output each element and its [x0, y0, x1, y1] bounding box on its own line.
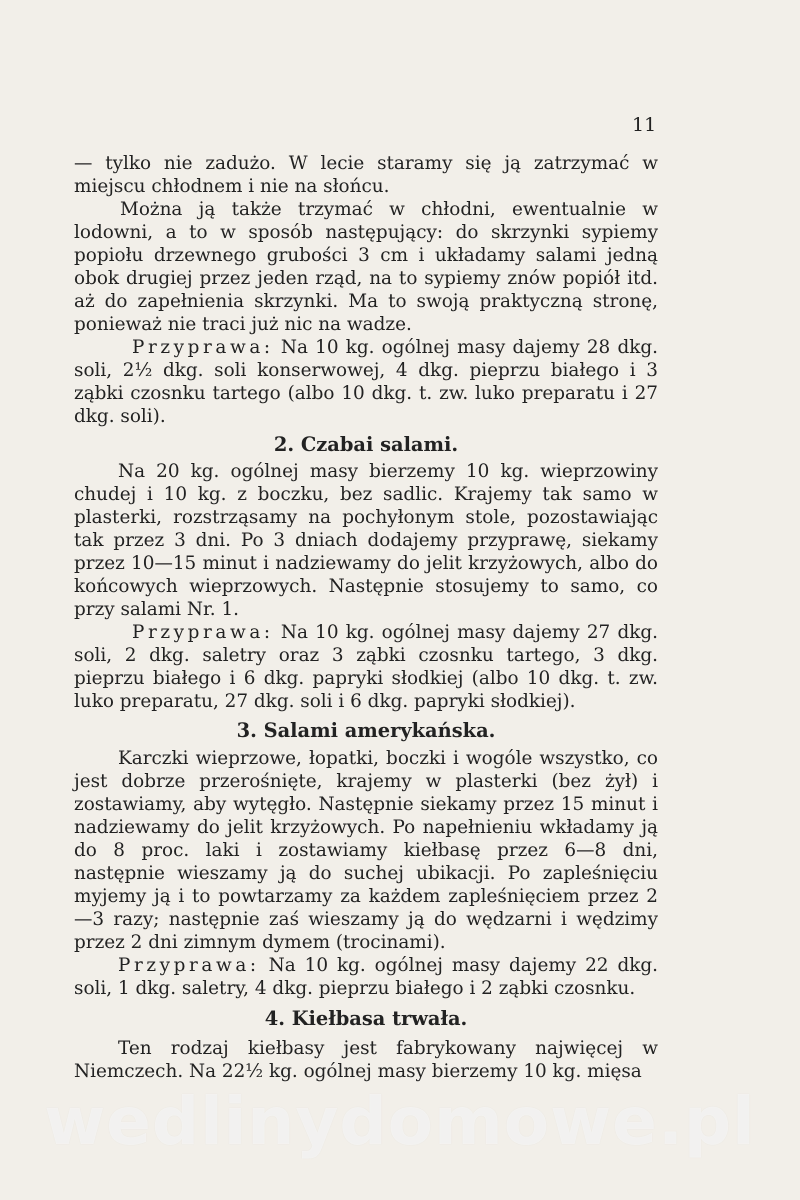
- paragraph-storage: Można ją także trzymać w chłodni, ewentualnie w lodowni, a to w sposób następujący: do skrzynki sypiemy popiołu drzewnego grubości 3 cm i układamy salami jedną obok drugiej przez jeden rząd, na to sypiemy znów popiół itd. aż do zapełnienia skrzynki. Ma to swoją praktyczną stronę, ponieważ nie traci już nic na wadze.: [74, 199, 658, 335]
- page-body: [74, 152, 658, 1083]
- heading-salami-amerykanska: 3. Salami amerykańska.: [236, 719, 496, 742]
- page-number: 11: [632, 114, 657, 136]
- heading-czabai-salami: 2. Czabai salami.: [273, 433, 459, 456]
- seasoning-text: Na 10 kg. ogólnej masy dajemy 27 dkg. soli, 2 dkg. saletry oraz 3 ząbki czosnku tartego, 3 dkg. pieprzu białego i 6 dkg. papryki słodkiej (albo 10 dkg. t. zw. luko preparatu, 27 dkg. soli i 6 dkg. papryki słodkiej).: [74, 622, 658, 712]
- paragraph-seasoning-2: [74, 621, 658, 713]
- seasoning-text: Na 10 kg. ogólnej masy dajemy 28 dkg. soli, 2½ dkg. soli konserwowej, 4 dkg. pieprzu białego i 3 ząbki czosnku tartego (albo 10 dkg. t. zw. luko preparatu i 27 dkg. soli).: [74, 337, 658, 427]
- paragraph-american-recipe: Karczki wieprzowe, łopatki, boczki i wogóle wszystko, co jest dobrze przerośnięte, krajemy w plasterki (bez żył) i zostawiamy, aby wytęgło. Następnie siekamy przez 15 minut i nadziewamy do jelit krzyżowych. Po napełnieniu wkładamy ją do 8 proc. laki i zostawiamy kiełbasę przez 6—8 dni, następnie wieszamy ją do suchej ubikacji. Po zapleśnięciu myjemy ją i to powtarzamy za każdem zapleśnięciem przez 2—3 razy; następnie zaś wieszamy ją do wędzarni i wędzimy przez 2 dni zimnym dymem (trocinami).: [74, 748, 658, 953]
- watermark: wedlinydomowe.pl: [44, 1083, 756, 1160]
- paragraph-seasoning-1: [74, 336, 658, 428]
- seasoning-label: Przyprawa:: [132, 622, 274, 643]
- seasoning-label: Przyprawa:: [118, 955, 260, 976]
- paragraph-continuation: — tylko nie zadużo. W lecie staramy się ją zatrzymać w miejscu chłodnem i nie na słońcu.: [74, 153, 658, 197]
- seasoning-text: Na 10 kg. ogólnej masy dajemy 22 dkg. soli, 1 dkg. saletry, 4 dkg. pieprzu białego i 2 ząbki czosnku.: [74, 955, 658, 999]
- paragraph-czabai-recipe: Na 20 kg. ogólnej masy bierzemy 10 kg. wieprzowiny chudej i 10 kg. z boczku, bez sadlic. Krajemy tak samo w plasterki, rozstrząsamy na pochyłonym stole, pozostawiając tak przez 3 dni. Po 3 dniach dodajemy przyprawę, siekamy przez 10—15 minut i nadziewamy do jelit krzyżowych, albo do końcowych wieprzowych. Następnie stosujemy to samo, co przy salami Nr. 1.: [74, 461, 658, 620]
- heading-kielbasa-trwala: 4. Kiełbasa trwała.: [264, 1007, 468, 1030]
- paragraph-seasoning-3: [74, 954, 658, 1000]
- paragraph-kielbasa-recipe: Ten rodzaj kiełbasy jest fabrykowany najwięcej w Niemczech. Na 22½ kg. ogólnej masy bierzemy 10 kg. mięsa: [74, 1038, 658, 1082]
- seasoning-label: Przyprawa:: [132, 337, 274, 358]
